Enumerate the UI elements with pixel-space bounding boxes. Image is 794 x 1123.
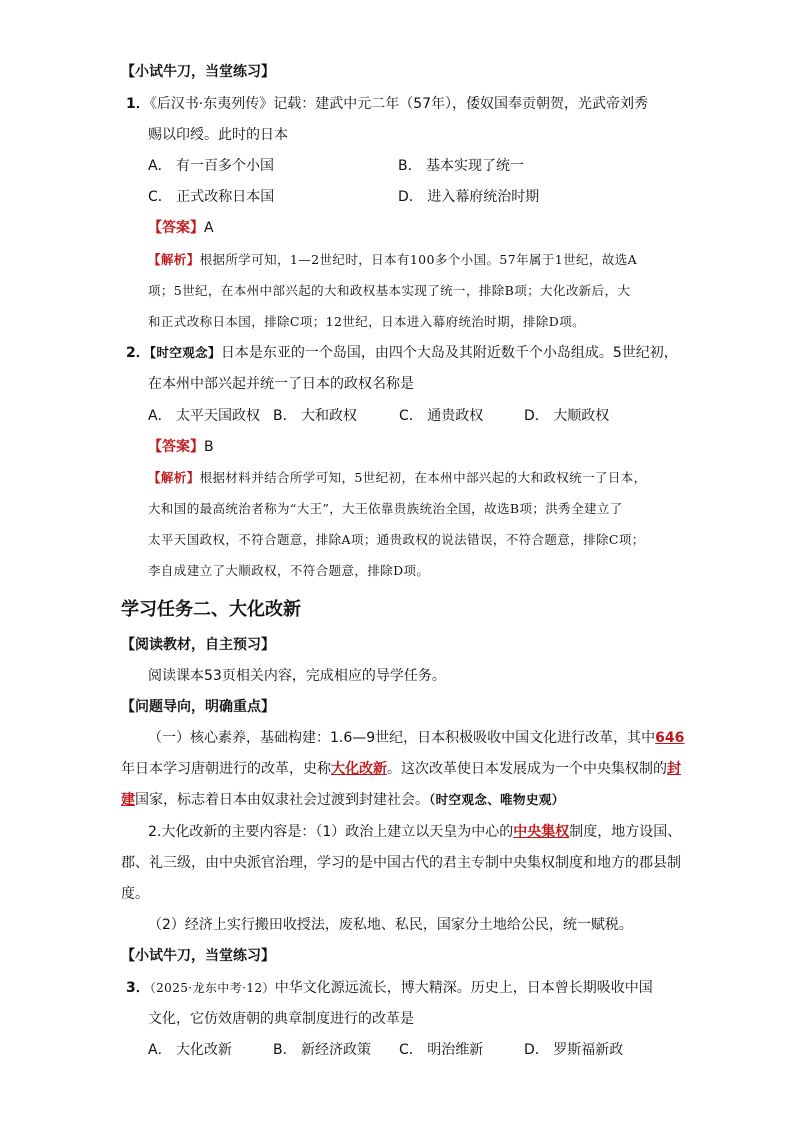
section-header-practice: 【小试牛刀，当堂练习】 <box>121 948 275 964</box>
question-2 <box>126 343 678 363</box>
paragraph-text: 2.大化改新的主要内容是：（1）政治上建立以天皇为中心的 <box>148 824 514 840</box>
question-text: 日本是东亚的一个岛国，由四个大岛及其附近数千个小岛组成。5世纪初， <box>220 345 678 361</box>
literacy-tag: （时空观念、唯物史观） <box>429 792 565 807</box>
paragraph-text: 度。 <box>121 886 149 902</box>
option-d: D． 大顺政权 <box>524 408 610 424</box>
option-a: A． 有一百多个小国 <box>148 158 275 174</box>
section-header-reading: 【阅读教材，自主预习】 <box>121 637 275 653</box>
option-c: C． 通贵政权 <box>399 408 484 424</box>
option-b: B． 基本实现了统一 <box>398 158 525 174</box>
paragraph-text: 制度，地方设国、 <box>569 824 682 840</box>
highlight-year: 646 <box>655 730 685 746</box>
answer-value: B <box>204 439 214 455</box>
highlight-feudal: 封 <box>667 761 681 777</box>
explanation-line <box>148 250 637 270</box>
highlight-feudal: 建 <box>121 792 135 808</box>
option-a: A． 大化改新 <box>148 1042 233 1058</box>
explanation-text: 项；5世纪，在本州中部兴起的大和政权基本实现了统一，排除B项；大化改新后，大 <box>148 283 631 298</box>
explanation-label: 【解析】 <box>148 470 200 485</box>
paragraph-text: 郡、礼三级，由中央派官治理，学习的是中国古代的君主专制中央集权制度和地方的郡县制 <box>121 855 681 871</box>
reading-instruction: 阅读课本53页相关内容，完成相应的导学任务。 <box>148 668 446 684</box>
answer-label: 【答案】 <box>148 439 204 455</box>
option-d: D． 罗斯福新政 <box>524 1042 624 1058</box>
question-source: （2025·龙东中考·12） <box>149 981 275 995</box>
explanation-text: 和正式改称日本国，排除C项；12世纪，日本进入幕府统治时期，排除D项。 <box>148 314 585 329</box>
paragraph-line <box>148 728 684 748</box>
explanation-text: 李自成建立了大顺政权，不符合题意，排除D项。 <box>148 563 430 578</box>
question-text-cont: 在本州中部兴起并统一了日本的政权名称是 <box>148 376 414 392</box>
question-text: 中华文化源远流长，博大精深。历史上，日本曾长期吸收中国 <box>274 980 653 996</box>
question-1 <box>126 94 648 114</box>
explanation-label: 【解析】 <box>148 252 200 267</box>
option-c: C． 明治维新 <box>399 1042 484 1058</box>
question-3 <box>126 978 653 998</box>
answer-value: A <box>204 220 214 236</box>
option-b: B． 大和政权 <box>273 408 358 424</box>
section-header-guide: 【问题导向，明确重点】 <box>121 699 275 715</box>
explanation-text: 根据所学可知，1—2世纪时，日本有100多个小国。57年属于1世纪，故选A <box>199 252 638 267</box>
answer-line <box>148 218 214 238</box>
question-number: 2． <box>126 345 150 361</box>
paragraph-line <box>148 822 681 842</box>
answer-line <box>148 437 214 457</box>
explanation-text: 根据材料并结合所学可知，5世纪初，在本州中部兴起的大和政权统一了日本， <box>199 470 647 485</box>
option-d: D． 进入幕府统治时期 <box>398 189 540 205</box>
explanation-text: 太平天国政权，不符合题意，排除A项；通贵政权的说法错误，不符合题意，排除C项； <box>148 532 645 547</box>
paragraph-text: 国家，标志着日本由奴隶社会过渡到封建社会。 <box>135 792 429 808</box>
question-text-cont: 赐以印绶。此时的日本 <box>148 127 288 143</box>
highlight-reform: 大化改新 <box>331 761 387 777</box>
question-number: 3． <box>126 980 150 996</box>
paragraph-text: 年日本学习唐朝进行的改革，史称 <box>121 761 331 777</box>
explanation-text: 大和国的最高统治者称为“大王”，大王依靠贵族统治全国，故选B项；洪秀全建立了 <box>148 501 623 516</box>
option-a: A． 太平天国政权 <box>148 408 261 424</box>
highlight-central: 中央集权 <box>513 824 570 840</box>
option-c: C． 正式改称日本国 <box>148 189 275 205</box>
option-b: B． 新经济政策 <box>273 1042 372 1058</box>
section-header-practice: 【小试牛刀，当堂练习】 <box>121 64 275 80</box>
question-tag: 【时空观念】 <box>149 345 221 360</box>
paragraph-line <box>121 759 681 779</box>
paragraph-line <box>121 790 565 810</box>
question-number: 1． <box>126 96 150 112</box>
answer-label: 【答案】 <box>148 220 204 236</box>
explanation-line <box>148 468 647 488</box>
paragraph-text: 。这次改革使日本发展成为一个中央集权制的 <box>387 761 667 777</box>
question-text: 《后汉书·东夷列传》记载：建武中元二年（57年），倭奴国奉贡朝贺，光武帝刘秀 <box>149 96 649 112</box>
paragraph-text: （一）核心素养，基础构建：1.6—9世纪，日本积极吸收中国文化进行改革，其中 <box>148 730 656 746</box>
section-title: 学习任务二、大化改新 <box>121 599 301 620</box>
paragraph-text: （2）经济上实行搬田收授法，废私地、私民，国家分土地给公民，统一赋税。 <box>148 917 633 933</box>
question-text-cont: 文化，它仿效唐朝的典章制度进行的改革是 <box>148 1011 414 1027</box>
